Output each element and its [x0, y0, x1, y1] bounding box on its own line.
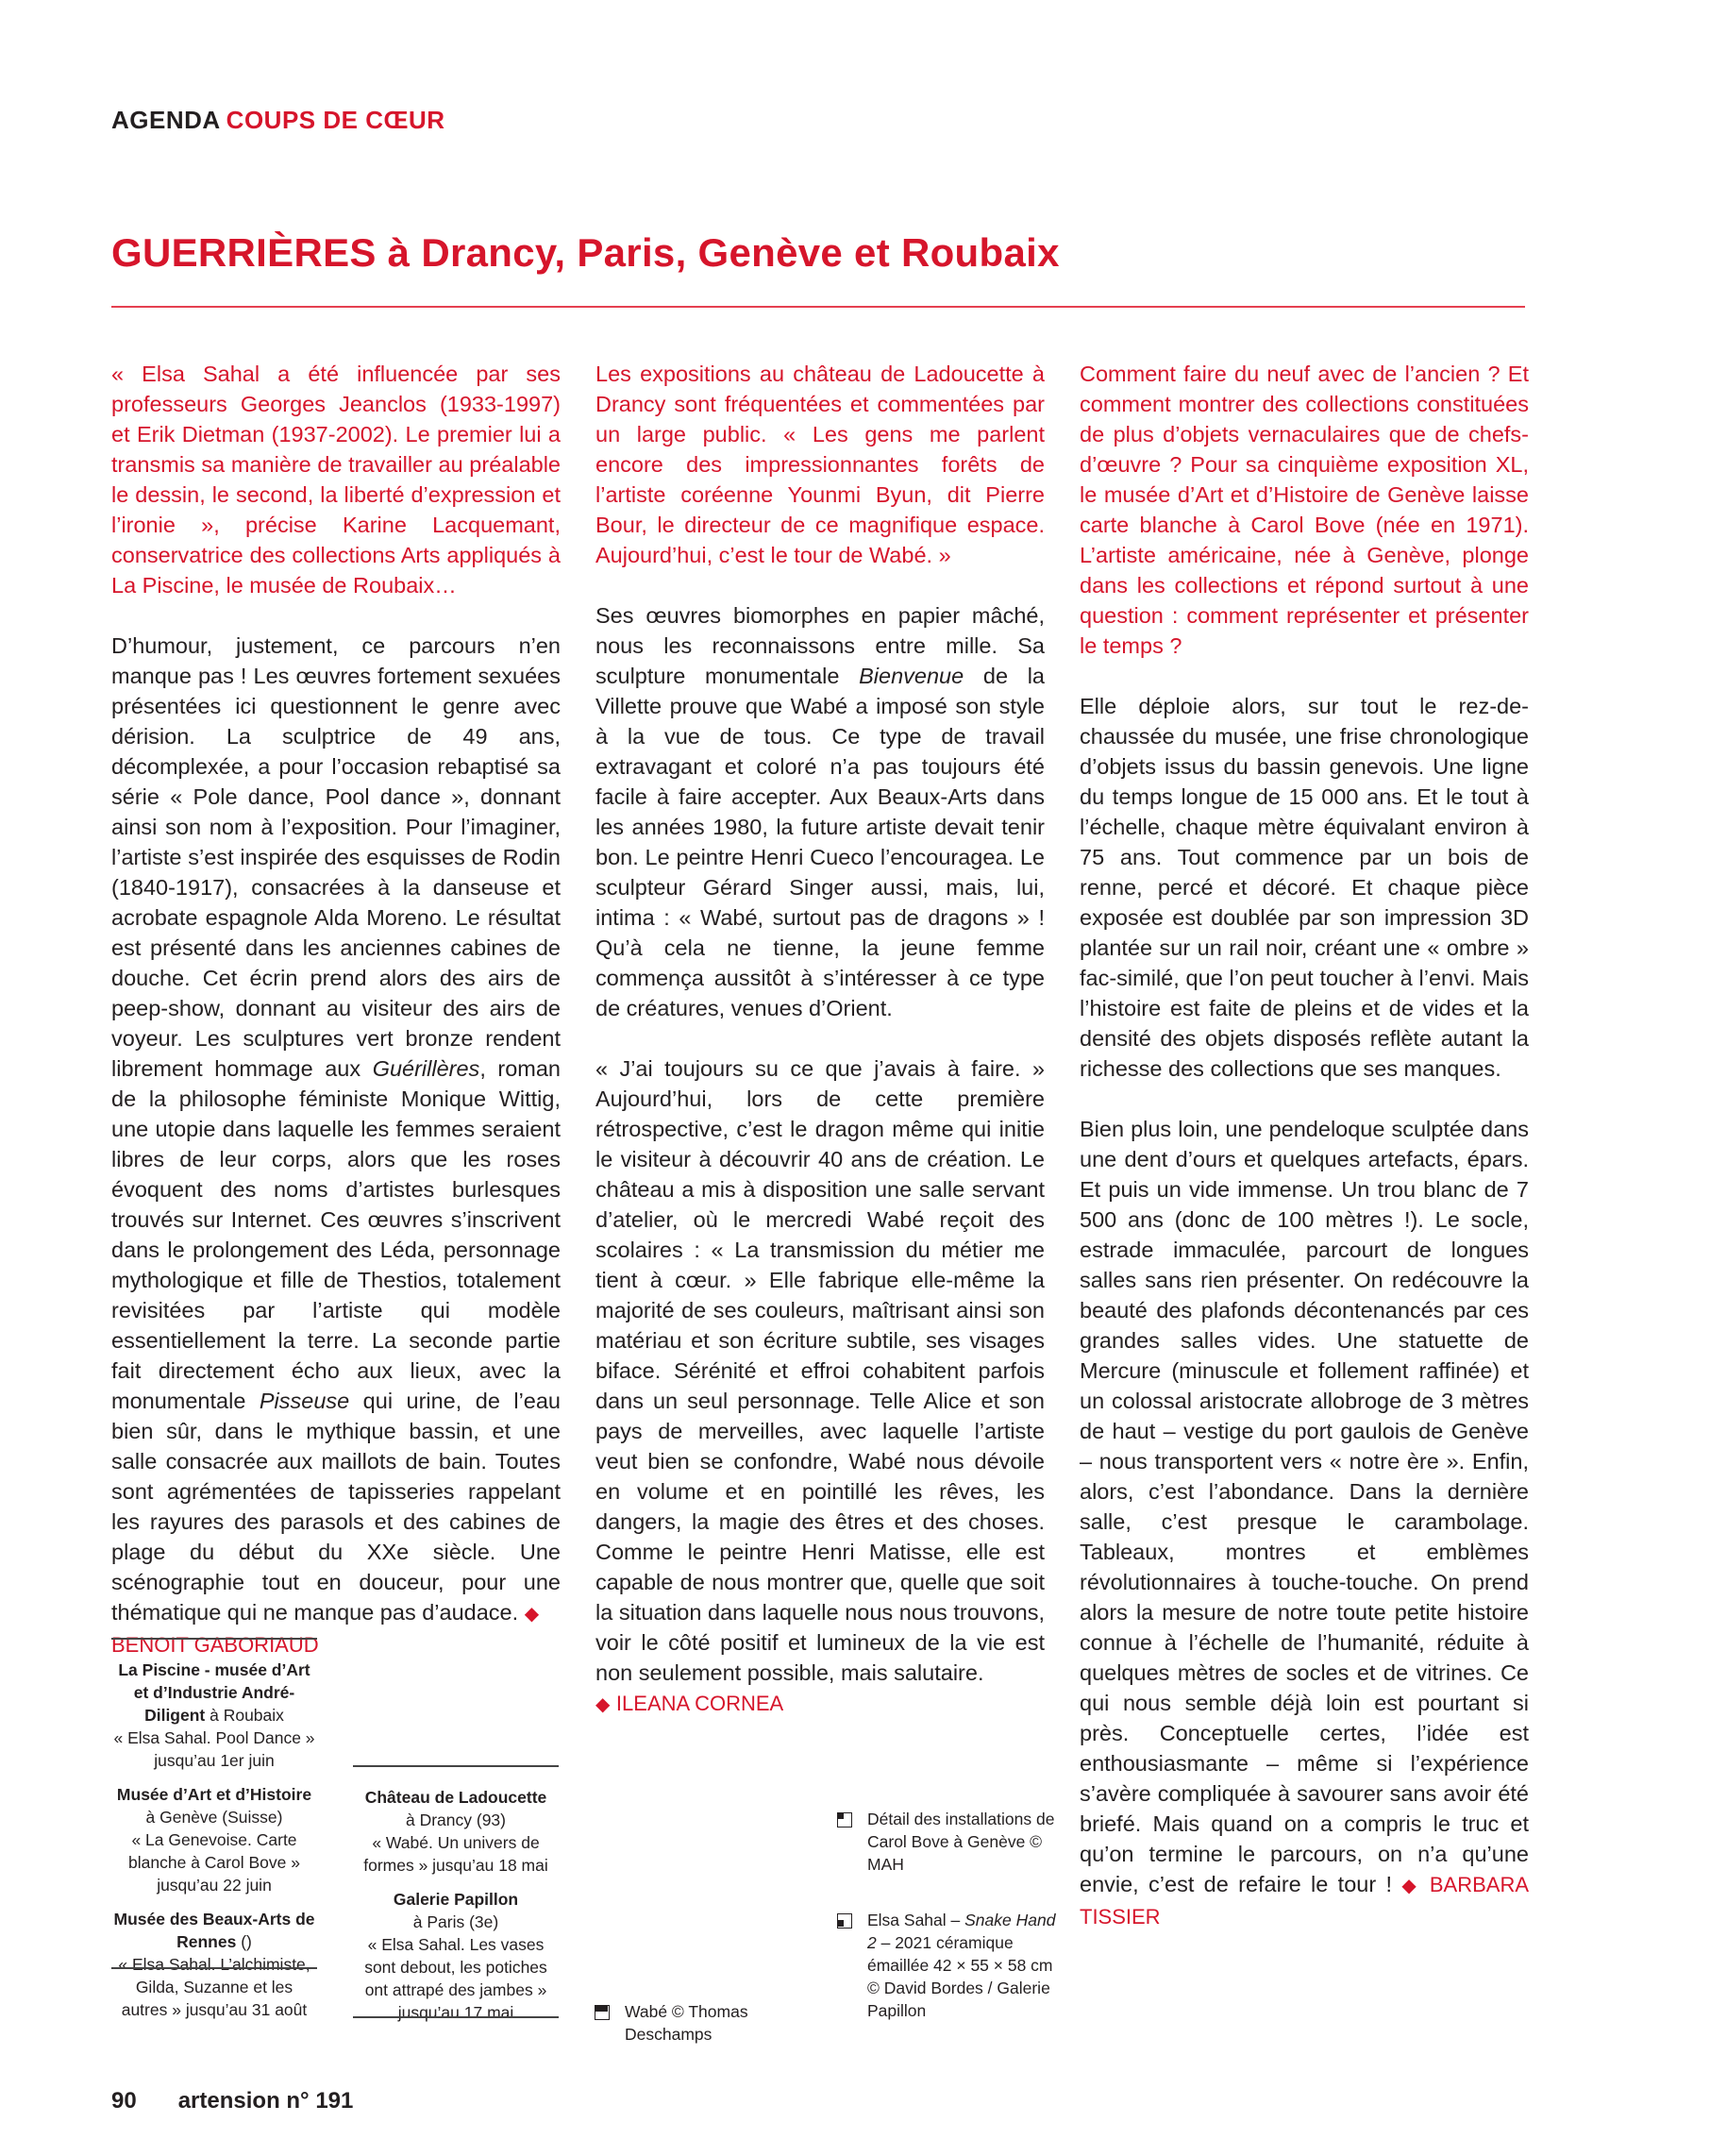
- body-paragraph: [595, 1053, 1045, 1720]
- caption-text: – 2021 céramique émaillée 42 × 55 × 58 cm © David Bordes / Galerie Papillon: [867, 1933, 1053, 2020]
- photo-caption: [867, 1808, 1056, 1876]
- photo-caption: [625, 2000, 813, 2046]
- article-column-2: [595, 359, 1045, 1750]
- artwork-title: Snake Hand 2: [867, 1911, 1056, 1952]
- text-run: « J’ai toujours su ce que j’avais à faire. » Aujourd’hui, lors de cette première rétrospective, c’est le dragon même qui initie le visiteur à découvrir 40 ans de création. Le château a mis à disposition une salle servant d’atelier, où le mercredi Wabé reçoit des scolaires : « La transmission du métier me tient à cœur. » Elle fabrique elle-même la majorité de ses couleurs, maîtrisant ainsi son matériau et son écriture subtile, ses visages biface. Sérénité et effroi cohabitent parfois dans un seul personnage. Telle Alice et son pays de merveilles, avec laquelle l’artiste veut bien se confondre, Wabé nous dévoile en volume et en pointillé les rêves, les dangers, la magie des êtres et des choses. Comme le peintre Henri Matisse, elle est capable de nous montrer que, quelle que soit la situation dans laquelle nous nous trouvons, voir le côté positif et lumineux de la vie est non seulement possible, mais salutaire.: [595, 1056, 1045, 1685]
- author-signature: BENOIT GABORIAUD: [111, 1633, 319, 1657]
- caption-text: Elsa Sahal –: [867, 1911, 965, 1929]
- image-position-icon: [595, 2005, 610, 2020]
- page-footer: [111, 2088, 353, 2114]
- caption-text: Détail des installations de Carol Bove à Genève © MAH: [867, 1810, 1055, 1874]
- exhibition-dates: « La Genevoise. Carte blanche à Carol Bove » jusqu’au 22 juin: [128, 1830, 300, 1895]
- text-run: Ses œuvres biomorphes en papier mâché, nous les reconnaissons entre mille. Sa sculpture monumentale: [595, 603, 1045, 688]
- article-column-1: [111, 359, 561, 1691]
- exhibition-dates: « Elsa Sahal. L’alchimiste, Gilda, Suzanne et les autres » jusqu’au 31 août: [118, 1955, 310, 2019]
- body-paragraph: Elle déploie alors, sur tout le rez-de-chaussée du musée, une frise chronologique d’objets issus du bassin genevois. Une ligne du temps longue de 15 000 ans. Et le tout à l’échelle, chaque mètre équivalant environ à 75 ans. Tout commence par un bois de renne, percé et décoré. Et chaque pièce exposée est doublée par son impression 3D plantée sur un rail noir, créant une « ombre » fac-similé, que l’on peut toucher à l’envi. Mais l’histoire est faite de pleins et de vides et la densité des objets disposés reflète autant la richesse des collections que ses manques.: [1080, 694, 1529, 1081]
- photo-caption: [867, 1909, 1056, 2022]
- body-paragraph: [1080, 1114, 1529, 1932]
- page-number: 90: [111, 2088, 137, 2114]
- exhibition-entry: [111, 1783, 317, 1896]
- venue-city: à Roubaix: [205, 1706, 284, 1725]
- diamond-icon: ◆: [524, 1604, 540, 1625]
- venue-city: à Drancy (93): [405, 1811, 506, 1829]
- header-kicker: AGENDA: [111, 106, 221, 134]
- venue-name: Galerie Papillon: [393, 1890, 519, 1909]
- venue-name: La Piscine - musée d’Art et d’Industrie André-Diligent: [118, 1660, 310, 1725]
- lead-paragraph: Comment faire du neuf avec de l’ancien ? Et comment montrer des collections constituées de plus d’objets vernaculaires que de chefs-d’œuvre ? Pour sa cinquième exposition XL, le musée d’Art et d’Histoire de Genève laisse carte blanche à Carol Bove (née en 1971). L’artiste américaine, née à Genève, plonge dans les collections et répond surtout à une question : comment représenter et présenter le temps ?: [1080, 362, 1529, 658]
- info-box-bottom-rule: [111, 1967, 317, 1969]
- author-signature: BARBARA TISSIER: [1080, 1873, 1530, 1929]
- author-signature: ILEANA CORNEA: [615, 1692, 784, 1715]
- header-section: COUPS DE CŒUR: [226, 106, 445, 134]
- article-column-3: [1080, 359, 1529, 1962]
- text-run: de la Villette prouve que Wabé a imposé son style à la vue de tous. Ce type de travail extravagant et coloré n’a pas toujours été facile à faire accepter. Aux Beaux-Arts dans les années 1980, la future artiste devait tenir bon. Le peintre Henri Cueco l’encouragea. Le sculpteur Gérard Singer aussi, mais, lui, intima : « Wabé, surtout pas de dragons » ! Qu’à cela ne tienne, la jeune femme commença aussitôt à s’intéresser à ce type de créatures, venues d’Orient.: [595, 664, 1045, 1020]
- exhibition-dates: « Elsa Sahal. Les vases sont debout, les potiches ont attrapé des jambes » jusqu’au 17 mai: [364, 1935, 547, 2022]
- exhibition-info-box: [111, 1638, 317, 2032]
- diamond-icon: ◆: [595, 1694, 611, 1715]
- exhibition-entry: [353, 1888, 559, 2024]
- info-box-bottom-rule: [353, 2016, 559, 2018]
- body-paragraph: [111, 631, 561, 1660]
- lead-paragraph: Les expositions au château de Ladoucette à Drancy sont fréquentées et commentées par un large public. « Les gens me parlent encore des impressionnantes forêts de l’artiste coréenne Younmi Byun, dit Pierre Bour, le directeur de ce magnifique espace. Aujourd’hui, c’est le tour de Wabé. »: [595, 362, 1045, 567]
- text-run: D’humour, justement, ce parcours n’en manque pas ! Les œuvres fortement sexuées présentées ici questionnent le genre avec dérision. La sculptrice de 49 ans, décomplexée, a pour l’occasion rebaptisé sa série « Pole dance, Pool dance », donnant ainsi son nom à l’exposition. Pour l’imaginer, l’artiste s’est inspirée des esquisses de Rodin (1840-1917), consacrées à la danseuse et acrobate espagnole Alda Moreno. Le résultat est présenté dans les anciennes cabines de douche. Cet écrin prend alors des airs de peep-show, donnant au visiteur des airs de voyeur. Les sculptures vert bronze rendent librement hommage aux: [111, 633, 561, 1081]
- venue-city: (): [236, 1932, 252, 1951]
- image-position-icon: [837, 1812, 852, 1828]
- italic-title: Guérillères: [372, 1056, 480, 1081]
- exhibition-entry: [353, 1786, 559, 1877]
- caption-text: Wabé © Thomas Deschamps: [625, 2002, 748, 2044]
- venue-city: à Paris (3e): [412, 1912, 499, 1931]
- exhibition-entry: [111, 1908, 317, 2021]
- magazine-issue: artension n° 191: [177, 2088, 354, 2114]
- exhibition-entry: [111, 1659, 317, 1772]
- diamond-icon: ◆: [1401, 1876, 1420, 1896]
- exhibition-dates: « Wabé. Un univers de formes » jusqu’au 18 mai: [363, 1833, 548, 1875]
- italic-title: Pisseuse: [259, 1389, 350, 1413]
- venue-name: Musée des Beaux-Arts de Rennes: [113, 1910, 315, 1951]
- exhibition-dates: « Elsa Sahal. Pool Dance » jusqu’au 1er juin: [113, 1728, 315, 1770]
- text-run: qui urine, de l’eau bien sûr, dans le mythique bassin, et une salle consacrée aux maillots de bain. Toutes sont agrémentées de tapisseries rappelant les rayures des parasols et des cabines de plage du début du XXe siècle. Une scénographie tout en douceur, pour une thématique qui ne manque pas d’audace.: [111, 1389, 561, 1625]
- body-paragraph: [595, 600, 1045, 1023]
- text-run: , roman de la philosophe féministe Monique Wittig, une utopie dans laquelle les femmes seraient libres de leur corps, alors que les roses évoquent des noms d’artistes burlesques trouvés sur Internet. Ces œuvres s’inscrivent dans le prolongement des Léda, personnage mythologique et fille de Thestios, totalement revisitées par l’artiste qui modèle essentiellement la terre. La seconde partie fait directement écho aux lieux, avec la monumentale: [111, 1056, 561, 1413]
- title-divider: [111, 306, 1525, 308]
- venue-city: à Genève (Suisse): [145, 1808, 283, 1827]
- venue-name: Musée d’Art et d’Histoire: [116, 1785, 312, 1804]
- exhibition-info-box: [353, 1765, 559, 2035]
- section-header: [111, 106, 445, 135]
- lead-paragraph: « Elsa Sahal a été influencée par ses professeurs Georges Jeanclos (1933-1997) et Erik Dietman (1937-2002). Le premier lui a transmis sa manière de travailler au préalable le dessin, le second, la liberté d’expression et l’ironie », précise Karine Lacquemant, conservatrice des collections Arts appliqués à La Piscine, le musée de Roubaix…: [111, 362, 561, 598]
- text-run: Bien plus loin, une pendeloque sculptée dans une dent d’ours et quelques artefacts, épars. Et puis un vide immense. Un trou blanc de 7 500 ans (donc de 100 mètres !). Le socle, estrade immaculée, parcourt de longues salles sans rien présenter. On redécouvre la beauté des plafonds décontenancés par ces grandes salles vides. Une statuette de Mercure (minuscule et follement raffinée) et un colossal aristocrate allobroge de 3 mètres de haut – vestige du port gaulois de Genève – nous transportent vers « notre ère ». Enfin, alors, c’est l’abondance. Dans la dernière salle, c’est presque le carambolage. Tableaux, montres et emblèmes révolutionnaires à touche-touche. On prend alors la mesure de notre toute petite histoire connue à l’échelle de l’humanité, réduite à quelques mètres de socles et de vitrines. Ce qui nous semble déjà loin est pourtant si près. Conceptuelle certes, l’idée est enthousiasmante – même si l’expérience s’avère compliquée à savourer sans avoir été briefé. Mais quand on a compris le truc et qu’on termine le parcours, on n’a qu’une envie, c’est de refaire le tour !: [1080, 1117, 1529, 1896]
- venue-name: Château de Ladoucette: [364, 1788, 547, 1807]
- page-title: GUERRIÈRES à Drancy, Paris, Genève et Roubaix: [111, 230, 1060, 275]
- image-position-icon: [837, 1913, 852, 1929]
- italic-title: Bienvenue: [859, 664, 964, 688]
